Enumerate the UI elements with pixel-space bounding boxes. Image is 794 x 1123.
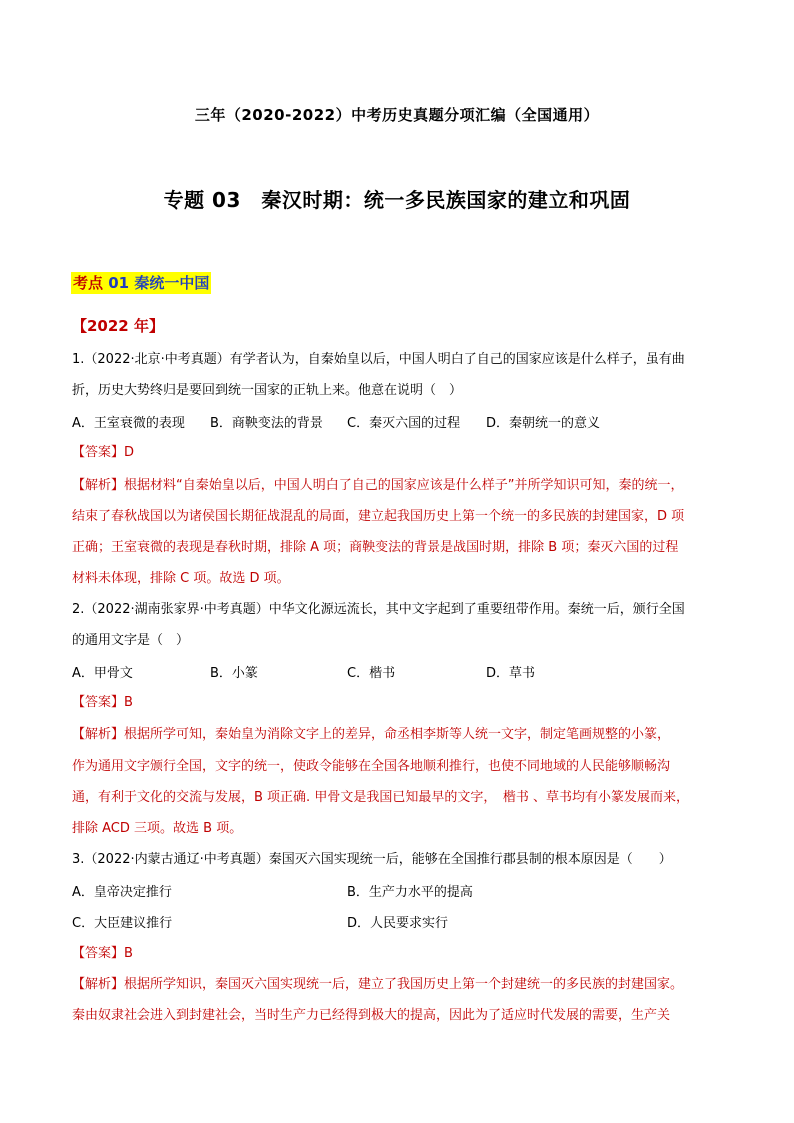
kaodian-label: 考点 xyxy=(73,274,104,292)
question-2-analysis-line-2: 作为通用文字颁行全国，文字的统一，使政令能够在全国各地顺利推行，也使不同地域的人民能够顺畅沟 xyxy=(72,759,671,774)
answer-tag: 【答案】 xyxy=(72,695,125,710)
kaodian-heading xyxy=(71,272,211,294)
answer-value: D xyxy=(124,445,135,460)
question-1-option-d: D．秦朝统一的意义 xyxy=(486,416,601,431)
question-1-option-a: A．王室衰微的表现 xyxy=(72,416,185,431)
question-1-analysis-line-4: 材料未体现，排除 C 项。故选 D 项。 xyxy=(72,571,290,586)
question-3-option-c: C．大臣建议推行 xyxy=(72,916,173,931)
question-2-stem-line-1: 2.（2022·湖南张家界·中考真题）中华文化源远流长，其中文字起到了重要纽带作用。秦统一后，颁行全国 xyxy=(72,602,685,617)
question-1-stem-line-1: 1.（2022·北京·中考真题）有学者认为，自秦始皇以后，中国人明白了自己的国家应该是什么样子，虽有曲 xyxy=(72,352,685,367)
question-3-option-d: D．人民要求实行 xyxy=(347,916,449,931)
question-1-answer xyxy=(72,443,732,463)
analysis-text: 根据所学知识，秦国灭六国实现统一后，建立了我国历史上第一个封建统一的多民族的封建国家。 xyxy=(124,977,684,992)
kaodian-text: 01 秦统一中国 xyxy=(103,274,210,292)
question-2-option-a: A．甲骨文 xyxy=(72,666,133,681)
question-3-analysis-line-1 xyxy=(72,975,732,995)
question-2-analysis-line-1 xyxy=(72,725,732,745)
question-2-analysis-line-4: 排除 ACD 三项。故选 B 项。 xyxy=(72,821,243,836)
question-2-option-c: C．楷书 xyxy=(347,666,396,681)
topic-title: 专题 03 秦汉时期：统一多民族国家的建立和巩固 xyxy=(163,188,631,212)
analysis-tag: 【解析】 xyxy=(72,478,125,493)
question-2-answer xyxy=(72,693,732,713)
analysis-text: 根据材料“自秦始皇以后，中国人明白了自己的国家应该是什么样子”并所学知识可知，秦的统一， xyxy=(124,478,684,493)
question-3-answer xyxy=(72,944,732,964)
analysis-tag: 【解析】 xyxy=(72,727,125,742)
analysis-text: 根据所学可知，秦始皇为消除文字上的差异，命丞相李斯等人统一文字，制定笔画规整的小篆， xyxy=(124,727,671,742)
question-2-option-d: D．草书 xyxy=(486,666,536,681)
question-2-stem-line-2: 的通用文字是（ ） xyxy=(72,633,190,648)
question-1-option-c: C．秦灭六国的过程 xyxy=(347,416,461,431)
analysis-tag: 【解析】 xyxy=(72,977,125,992)
question-1-stem-line-2: 折，历史大势终归是要回到统一国家的正轨上来。他意在说明（ ） xyxy=(72,383,463,398)
question-1-analysis-line-1 xyxy=(72,476,732,496)
question-3-option-b: B．生产力水平的提高 xyxy=(347,885,473,900)
series-title: 三年（2020-2022）中考历史真题分项汇编（全国通用） xyxy=(194,106,600,124)
year-tag: 【2022 年】 xyxy=(72,317,164,335)
question-3-stem-line-1: 3.（2022·内蒙古通辽·中考真题）秦国灭六国实现统一后，能够在全国推行郡县制的根本原因是（ ） xyxy=(72,852,672,867)
question-1-option-b: B．商鞅变法的背景 xyxy=(210,416,323,431)
answer-value: B xyxy=(124,695,133,710)
answer-tag: 【答案】 xyxy=(72,946,125,961)
question-3-option-a: A．皇帝决定推行 xyxy=(72,885,172,900)
question-2-analysis-line-3: 通，有利于文化的交流与发展，B 项正确. 甲骨文是我国已知最早的文字， 楷书 、草书均有小篆发展而来， xyxy=(72,790,689,805)
answer-value: B xyxy=(124,946,133,961)
question-2-option-b: B．小篆 xyxy=(210,666,258,681)
question-1-analysis-line-2: 结束了春秋战国以为诸侯国长期征战混乱的局面，建立起我国历史上第一个统一的多民族的封建国家，D 项 xyxy=(72,509,685,524)
question-1-analysis-line-3: 正确；王室衰微的表现是春秋时期，排除 A 项；商鞅变法的背景是战国时期，排除 B 项；秦灭六国的过程 xyxy=(72,540,679,555)
answer-tag: 【答案】 xyxy=(72,445,125,460)
question-3-analysis-line-2: 秦由奴隶社会进入到封建社会，当时生产力已经得到极大的提高，因此为了适应时代发展的需要，生产关 xyxy=(72,1008,671,1023)
